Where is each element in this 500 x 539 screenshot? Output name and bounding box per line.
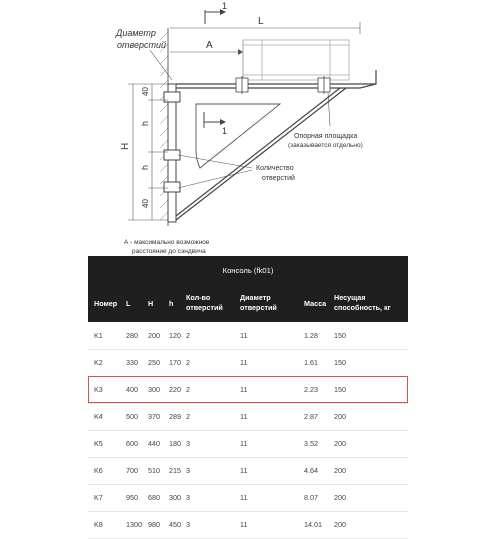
table-row bbox=[88, 511, 408, 539]
cell-L: 280 bbox=[126, 331, 138, 340]
col-header-mass: Масса bbox=[304, 299, 327, 308]
rail-clamps bbox=[236, 76, 330, 94]
cell-mass: 2.87 bbox=[304, 412, 318, 421]
cell-H: 200 bbox=[148, 331, 160, 340]
cell-capacity: 150 bbox=[334, 385, 346, 394]
count-label-2: отверстий bbox=[262, 175, 295, 182]
cell-mass: 2.23 bbox=[304, 385, 318, 394]
cell-capacity: 200 bbox=[334, 412, 346, 421]
cell-hole-count: 2 bbox=[186, 331, 190, 340]
cell-mass: 3.52 bbox=[304, 439, 318, 448]
cell-hole-count: 3 bbox=[186, 520, 190, 529]
cell-number: K5 bbox=[94, 439, 103, 448]
cell-hole-diameter: 11 bbox=[240, 385, 248, 394]
cell-L: 330 bbox=[126, 358, 138, 367]
cell-h: 450 bbox=[169, 520, 181, 529]
cell-H: 370 bbox=[148, 412, 160, 421]
cell-H: 980 bbox=[148, 520, 160, 529]
cell-hole-count: 2 bbox=[186, 412, 190, 421]
cell-number: K3 bbox=[94, 385, 103, 394]
cell-H: 680 bbox=[148, 493, 160, 502]
console-table bbox=[88, 256, 408, 529]
cell-hole-diameter: 11 bbox=[240, 358, 248, 367]
count-leader bbox=[178, 155, 252, 188]
table-row bbox=[88, 322, 408, 350]
cell-hole-diameter: 11 bbox=[240, 412, 248, 421]
cell-hole-diameter: 11 bbox=[240, 493, 248, 502]
diameter-leader bbox=[150, 50, 172, 80]
cell-mass: 14.01 bbox=[304, 520, 322, 529]
cell-number: K8 bbox=[94, 520, 103, 529]
platform-label-1: Опорная площадка bbox=[294, 133, 358, 140]
cell-number: K6 bbox=[94, 466, 103, 475]
diameter-label-2: отверстий bbox=[117, 40, 167, 50]
bracket-drawing bbox=[0, 0, 500, 256]
col-header-hole-count: Кол-во отверстий bbox=[186, 293, 223, 312]
dim-h-1: h bbox=[140, 120, 150, 126]
cell-mass: 1.28 bbox=[304, 331, 318, 340]
cell-capacity: 150 bbox=[334, 358, 346, 367]
cell-h: 215 bbox=[169, 466, 181, 475]
cell-h: 289 bbox=[169, 412, 181, 421]
cell-mass: 8.07 bbox=[304, 493, 318, 502]
dimension-L bbox=[170, 22, 360, 34]
cell-L: 400 bbox=[126, 385, 138, 394]
col-header-hole-diameter: Диаметр отверстий bbox=[240, 293, 277, 312]
cell-number: K1 bbox=[94, 331, 103, 340]
table-row bbox=[88, 457, 408, 485]
col-header-number: Номер bbox=[94, 299, 118, 308]
cell-hole-diameter: 11 bbox=[240, 439, 248, 448]
cell-L: 500 bbox=[126, 412, 138, 421]
dim-H-label: H bbox=[120, 142, 131, 150]
count-label-1: Количество bbox=[256, 165, 294, 172]
cell-capacity: 200 bbox=[334, 493, 346, 502]
cell-mass: 1.61 bbox=[304, 358, 318, 367]
col-header-h: h bbox=[169, 299, 174, 308]
cell-hole-count: 2 bbox=[186, 385, 190, 394]
cell-hole-diameter: 11 bbox=[240, 466, 248, 475]
cell-L: 700 bbox=[126, 466, 138, 475]
cell-number: K7 bbox=[94, 493, 103, 502]
table-title: Консоль (fk01) bbox=[88, 256, 408, 286]
gusset bbox=[196, 104, 280, 168]
cell-hole-count: 3 bbox=[186, 493, 190, 502]
cell-hole-diameter: 11 bbox=[240, 331, 248, 340]
wall-hatching bbox=[160, 28, 168, 226]
table-row bbox=[88, 376, 408, 404]
cell-h: 120 bbox=[169, 331, 181, 340]
cell-hole-count: 3 bbox=[186, 466, 190, 475]
cell-capacity: 200 bbox=[334, 520, 346, 529]
table-row bbox=[88, 484, 408, 512]
section-label-mid: 1 bbox=[222, 126, 228, 136]
cell-hole-count: 3 bbox=[186, 439, 190, 448]
col-header-H: H bbox=[148, 299, 154, 308]
cell-h: 180 bbox=[169, 439, 181, 448]
cell-capacity: 200 bbox=[334, 439, 346, 448]
cell-capacity: 150 bbox=[334, 331, 346, 340]
section-marker-top bbox=[205, 9, 226, 24]
section-label-top: 1 bbox=[222, 1, 228, 11]
sandwich-pipe bbox=[243, 40, 349, 80]
cell-h: 220 bbox=[169, 385, 181, 394]
top-rail bbox=[176, 70, 376, 88]
diagonal-strut bbox=[176, 88, 346, 220]
dim-h-2: h bbox=[140, 164, 150, 170]
cell-number: K2 bbox=[94, 358, 103, 367]
dim-40-bottom: 40 bbox=[141, 199, 150, 208]
cell-H: 300 bbox=[148, 385, 160, 394]
cell-mass: 4.64 bbox=[304, 466, 318, 475]
table-row bbox=[88, 349, 408, 377]
cell-hole-count: 2 bbox=[186, 358, 190, 367]
cell-H: 250 bbox=[148, 358, 160, 367]
dim-40-top: 40 bbox=[141, 87, 150, 96]
cell-number: K4 bbox=[94, 412, 103, 421]
cell-capacity: 200 bbox=[334, 466, 346, 475]
cell-H: 510 bbox=[148, 466, 160, 475]
platform-label-2: (заказывается отдельно) bbox=[288, 142, 363, 149]
col-header-capacity: Несущая способность, кг bbox=[334, 293, 391, 312]
cell-L: 600 bbox=[126, 439, 138, 448]
cell-H: 440 bbox=[148, 439, 160, 448]
col-header-L: L bbox=[126, 299, 131, 308]
cell-L: 1300 bbox=[126, 520, 142, 529]
table-row bbox=[88, 430, 408, 458]
table-row bbox=[88, 403, 408, 431]
dim-A-label: A bbox=[206, 40, 213, 51]
note-line-1: А - максимально возможное bbox=[124, 239, 210, 246]
note-line-2: расстояние до сэндвича bbox=[132, 248, 206, 255]
cell-h: 170 bbox=[169, 358, 181, 367]
cell-L: 950 bbox=[126, 493, 138, 502]
diameter-label-1: Диаметр bbox=[116, 28, 156, 38]
cell-h: 300 bbox=[169, 493, 181, 502]
dim-L-label: L bbox=[258, 16, 264, 27]
cell-hole-diameter: 11 bbox=[240, 520, 248, 529]
table-header bbox=[88, 286, 408, 322]
